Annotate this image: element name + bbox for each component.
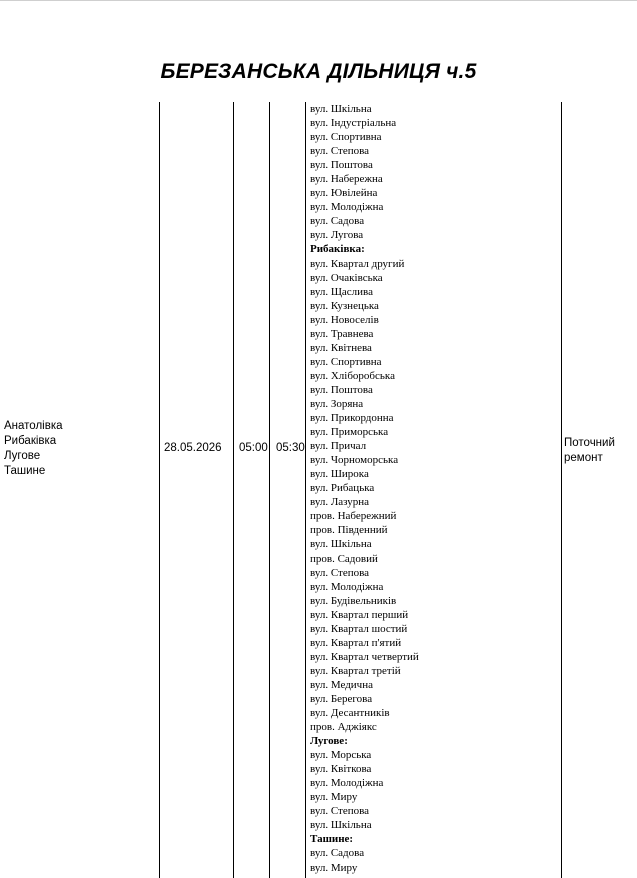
column-divider [305, 102, 306, 878]
time-end-cell: 05:30 [276, 442, 305, 454]
settlement-header: Ташине: [310, 833, 354, 846]
settlements-cell [4, 419, 63, 479]
street-item: вул. Квартал третій [310, 664, 401, 677]
street-item: вул. Шкільна [310, 538, 372, 551]
street-item: вул. Набережна [310, 173, 383, 186]
page-top-border [0, 0, 637, 1]
street-item: вул. Квартал шостий [310, 622, 408, 635]
street-item: вул. Лазурна [310, 496, 370, 509]
street-item: вул. Медична [310, 678, 373, 691]
settlement-name: Лугове [4, 450, 41, 462]
street-item: вул. Спортивна [310, 355, 382, 368]
street-item: пров. Південний [310, 524, 388, 537]
street-item: пров. Садовий [310, 552, 378, 565]
street-item: вул. Молодіжна [310, 201, 384, 214]
street-item: вул. Широка [310, 468, 369, 481]
settlement-header: Рибаківка: [310, 243, 365, 256]
street-item: вул. Травнева [310, 327, 374, 340]
street-item: вул. Кузнецька [310, 299, 379, 312]
settlement-name: Рибаківка [4, 435, 57, 447]
column-divider [159, 102, 160, 878]
street-item: вул. Спортивна [310, 131, 382, 144]
column-divider [561, 102, 562, 878]
street-item: вул. Десантників [310, 707, 390, 720]
street-item: вул. Морська [310, 749, 372, 762]
street-item: вул. Миру [310, 861, 358, 874]
street-item: вул. Квартал четвертий [310, 650, 419, 663]
street-item: вул. Степова [310, 805, 370, 818]
work-type-line: Поточний [564, 437, 615, 449]
streets-list [310, 102, 419, 875]
page-title: БЕРЕЗАНСЬКА ДІЛЬНИЦЯ ч.5 [160, 60, 477, 83]
street-item: вул. Рибацька [310, 482, 375, 495]
street-item: пров. Аджіякс [310, 721, 377, 734]
street-item: вул. Приморська [310, 426, 389, 439]
street-item: вул. Молодіжна [310, 777, 384, 790]
street-item: вул. Хліборобська [310, 369, 395, 382]
street-item: вул. Квітнева [310, 341, 372, 354]
street-item: пров. Набережний [310, 510, 397, 523]
street-item: вул. Миру [310, 791, 358, 804]
street-item: вул. Шкільна [310, 103, 372, 115]
street-item: вул. Очаківська [310, 271, 383, 284]
street-item: вул. Шкільна [310, 819, 372, 832]
time-start-cell: 05:00 [239, 442, 268, 454]
street-item: вул. Поштова [310, 159, 373, 172]
street-item: вул. Поштова [310, 383, 373, 396]
street-item: вул. Молодіжна [310, 580, 384, 593]
column-divider [269, 102, 270, 878]
street-item: вул. Ювілейна [310, 187, 378, 200]
street-item: вул. Квартал перший [310, 608, 409, 621]
work-type-cell [564, 436, 615, 466]
street-item: вул. Квіткова [310, 763, 372, 776]
street-item: вул. Квартал другий [310, 257, 405, 270]
street-item: вул. Садова [310, 215, 365, 228]
street-item: вул. Причал [310, 440, 367, 453]
column-divider [233, 102, 234, 878]
settlement-header: Лугове: [310, 735, 348, 748]
street-item: вул. Новоселів [310, 313, 379, 326]
street-item: вул. Садова [310, 847, 365, 860]
street-item: вул. Степова [310, 145, 370, 158]
street-item: вул. Щаслива [310, 285, 373, 298]
street-item: вул. Індустріальна [310, 117, 397, 130]
street-item: вул. Чорноморська [310, 454, 399, 467]
date-cell: 28.05.2026 [164, 442, 222, 454]
street-item: вул. Степова [310, 566, 370, 579]
street-item: вул. Прикордонна [310, 412, 394, 425]
settlement-name: Анатолівка [4, 420, 63, 432]
street-item: вул. Зоряна [310, 397, 364, 410]
work-type-line: ремонт [564, 452, 603, 464]
street-item: вул. Квартал п'ятий [310, 636, 402, 649]
street-item: вул. Берегова [310, 692, 373, 705]
street-item: вул. Лугова [310, 229, 364, 242]
settlement-name: Ташине [4, 465, 46, 477]
street-item: вул. Будівельників [310, 594, 397, 607]
